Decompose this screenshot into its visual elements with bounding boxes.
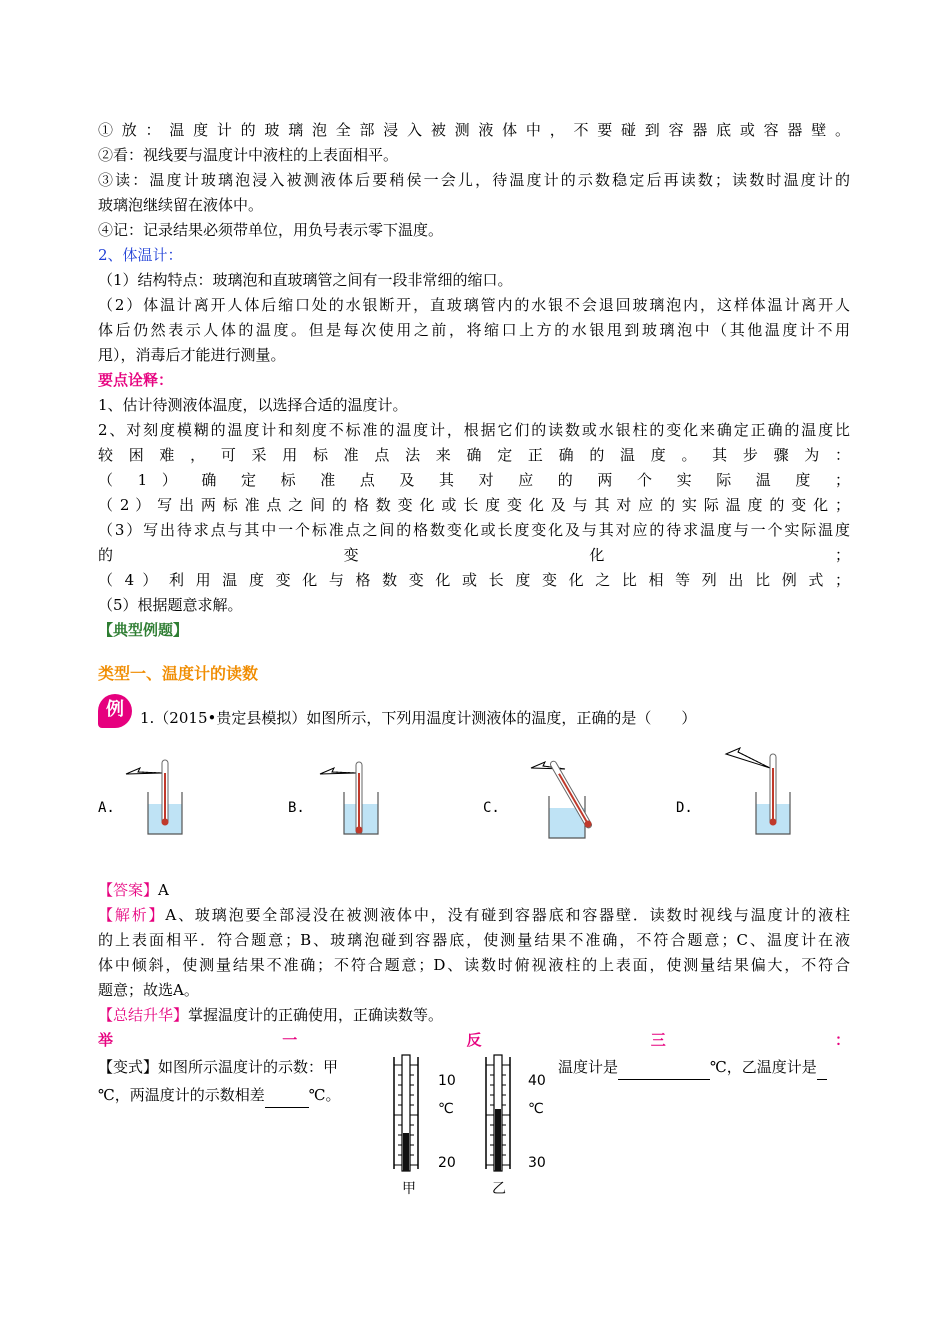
step-du-2: 玻璃泡继续留在液体中。	[98, 196, 264, 214]
key-points-s4: （ 4 ） 利 用 温 度 变 化 与 格 数 变 化 或 长 度 变 化 之 比 相 等 列 出 比 例 式 ；	[98, 571, 850, 589]
body-thermometer-heading: 2、体温计：	[98, 246, 183, 264]
yi-bottom-tick: 30	[528, 1155, 546, 1171]
jia-blank[interactable]	[618, 1061, 710, 1080]
extrapolate-heading: 举 一 反 三 ：	[98, 1031, 850, 1049]
type1-heading: 类型一、温度计的读数	[98, 664, 259, 683]
thermometer-jia	[388, 1045, 478, 1195]
key-points-s3-2: 的 变 化 ；	[98, 546, 850, 564]
key-points-s3-1: （3）写出待求点与其中一个标准点之间的格数变化或长度变化及与其对应的待求温度与一个实际温度	[98, 521, 850, 539]
option-c	[483, 738, 633, 858]
jia-label: 甲	[402, 1181, 416, 1197]
analysis-line-3: 体中倾斜，使测量结果不准确；不符合题意；D、读数时俯视液柱的上表面，使测量结果偏大，不符合	[98, 956, 850, 974]
option-c-label: C.	[483, 800, 500, 816]
body-thermometer-p2-3: 甩），消毒后才能进行测量。	[98, 346, 286, 364]
example-question-row	[98, 692, 850, 732]
analysis-line-2: 的上表面相平．符合题意；B、玻璃泡碰到容器底，使测量结果不准确，不符合题意；C、温度计在液	[98, 931, 850, 949]
analysis-line-4: 题意；故选A。	[98, 981, 199, 999]
variant-unit-text: ℃，两温度计的示数相差	[98, 1086, 265, 1104]
key-points-s2: （ 2 ） 写 出 两 标 准 点 之 间 的 格 数 变 化 或 长 度 变 化 及 与 其 对 应 的 实 际 温 度 的 变 化 ；	[98, 496, 850, 514]
variant-text-3	[558, 1055, 827, 1080]
step-du-1: ③读：温度计玻璃泡浸入被测液体后要稍侯一会儿，待温度计的示数稳定后再读数；读数时温度计的	[98, 171, 850, 189]
option-d-figure	[696, 738, 806, 848]
body-thermometer-p2-1: （2）体温计离开人体后缩口处的水银断开，直玻璃管内的水银不会退回玻璃泡内，这样体温计离开人	[98, 296, 850, 314]
step-fang: ① 放 ： 温 度 计 的 玻 璃 泡 全 部 浸 入 被 测 液 体 中 ， 不 要 碰 到 容 器 底 或 容 器 壁 。	[98, 121, 850, 139]
option-d	[676, 738, 826, 858]
answer-line	[98, 878, 850, 903]
body-thermometer-p2-2: 体后仍然表示人体的温度。但是每次使用之前，将缩口上方的水银甩到玻璃泡中（其他温度计不用	[98, 321, 850, 339]
summary-text: 掌握温度计的正确使用，正确读数等。	[188, 1006, 444, 1024]
yi-blank[interactable]	[817, 1061, 827, 1080]
option-a-figure	[118, 738, 218, 848]
examples-heading: 【典型例题】	[98, 621, 189, 639]
variant-block	[98, 1055, 850, 1205]
jia-reading-text: 温度计是	[558, 1058, 619, 1076]
example-badge: 例	[98, 694, 132, 728]
option-figures	[98, 738, 850, 878]
yi-reading-text: ℃，乙温度计是	[710, 1058, 817, 1076]
option-d-label: D.	[676, 800, 693, 816]
key-points-p1: 1、估计待测液体温度，以选择合适的温度计。	[98, 396, 408, 414]
option-a-label: A.	[98, 800, 115, 816]
key-points-p2-1: 2、对刻度模糊的温度计和刻度不标准的温度计，根据它们的读数或水银柱的变化来确定正确的温度比	[98, 421, 850, 439]
example-question: 1.（2015•贵定县模拟）如图所示，下列用温度计测液体的温度，正确的是（ ）	[140, 709, 697, 727]
variant-tag: 【变式】	[98, 1058, 159, 1076]
thermometer-yi	[480, 1045, 570, 1195]
diff-blank[interactable]	[265, 1089, 309, 1108]
analysis-text-1: A、玻璃泡要全部浸没在被测液体中，没有碰到容器底和容器壁．读数时视线与温度计的液柱	[165, 906, 850, 924]
option-b-label: B.	[288, 800, 305, 816]
analysis-line-1	[98, 903, 850, 928]
summary-line	[98, 1003, 850, 1028]
option-b	[288, 738, 438, 858]
analysis-tag: 【解析】	[98, 906, 166, 924]
option-c-figure	[503, 738, 613, 848]
key-points-p2-2: 较 困 难 ， 可 采 用 标 准 点 法 来 确 定 正 确 的 温 度 。 其 步 骤 为 ：	[98, 446, 850, 464]
jia-top-tick: 10	[438, 1073, 456, 1089]
answer-value: A	[158, 881, 169, 899]
option-a	[98, 738, 248, 858]
step-ji: ④记：记录结果必须带单位，用负号表示零下温度。	[98, 221, 444, 239]
jia-unit: ℃	[438, 1101, 454, 1117]
step-kan: ②看：视线要与温度计中液柱的上表面相平。	[98, 146, 399, 164]
variant-text-2	[98, 1083, 341, 1108]
key-points-heading: 要点诠释：	[98, 371, 174, 389]
summary-tag: 【总结升华】	[98, 1006, 189, 1024]
yi-label: 乙	[492, 1181, 506, 1197]
body-thermometer-p1: （1）结构特点：玻璃泡和直玻璃管之间有一段非常细的缩口。	[98, 271, 513, 289]
key-points-s5: （5）根据题意求解。	[98, 596, 243, 614]
answer-tag: 【答案】	[98, 881, 159, 899]
page-content	[98, 118, 850, 1205]
yi-top-tick: 40	[528, 1073, 546, 1089]
option-b-figure	[308, 738, 408, 848]
variant-end-text: ℃。	[308, 1086, 341, 1104]
variant-question: 如图所示温度计的示数：甲	[158, 1058, 339, 1076]
key-points-s1: （ 1 ） 确 定 标 准 点 及 其 对 应 的 两 个 实 际 温 度 ；	[98, 471, 850, 489]
jia-bottom-tick: 20	[438, 1155, 456, 1171]
yi-unit: ℃	[528, 1101, 544, 1117]
variant-text-1	[98, 1055, 338, 1080]
